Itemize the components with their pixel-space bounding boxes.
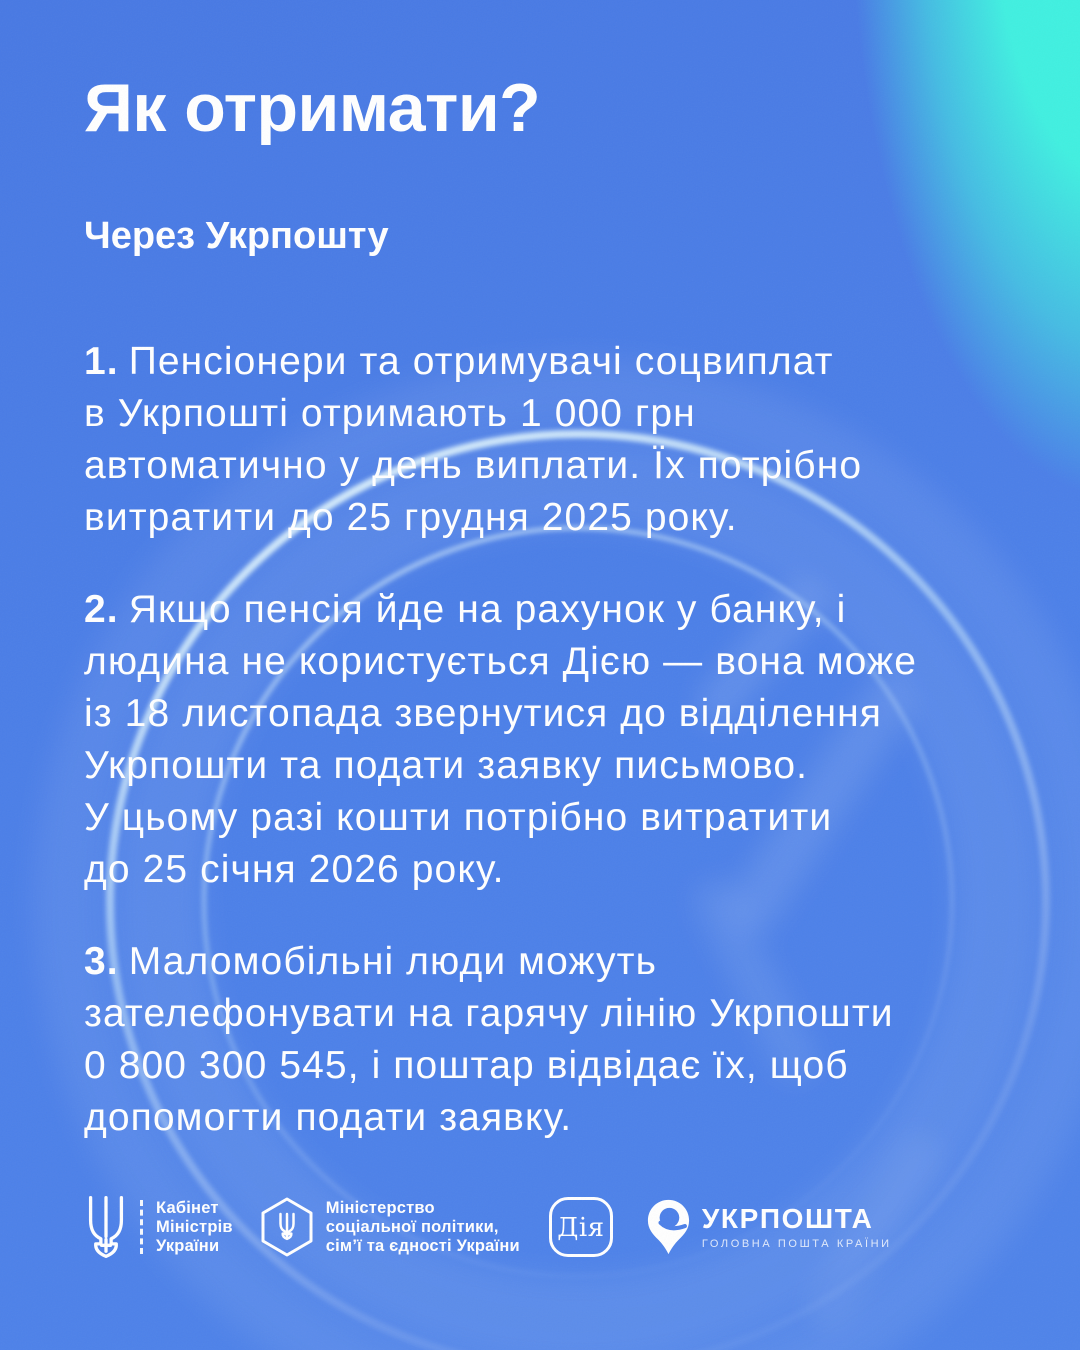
- paragraph-3-line-3: 0 800 300 545, і поштар відвідає їх, щоб: [84, 1044, 849, 1087]
- paragraph-1-line-3: автоматично у день виплати. Їх потрібно: [84, 444, 863, 487]
- paragraph-2-line-6: до 25 січня 2026 року.: [84, 848, 505, 891]
- diia-label: Дія: [557, 1213, 605, 1243]
- paragraph-3-line-2: зателефонувати на гарячу лінію Укрпошти: [84, 992, 894, 1035]
- cabinet-label: [156, 1199, 233, 1256]
- paragraph-1-line-2: в Укрпошті отримають 1 000 грн: [84, 392, 696, 435]
- ministry-label-line-1: Міністерство: [325, 1198, 435, 1217]
- ministry-label-line-3: сім’ї та єдності України: [325, 1236, 520, 1255]
- paragraph-3-line-1: [84, 936, 1044, 988]
- ukrposhta-name: УКРПОШТА: [701, 1202, 874, 1234]
- page-title: Як отримати?: [84, 70, 541, 146]
- paragraph-2-line-3: із 18 листопада звернутися до відділення: [84, 692, 883, 735]
- paragraph-3-number: 3.: [84, 940, 119, 983]
- ukrposhta-tagline: ГОЛОВНА ПОШТА КРАЇНИ: [701, 1237, 892, 1250]
- ministry-label-line-2: соціальної політики,: [325, 1217, 499, 1236]
- hexagon-tryzub-icon: [261, 1197, 313, 1257]
- paragraph-1-line-4: витратити до 25 грудня 2025 року.: [84, 496, 738, 539]
- paragraph-2-number: 2.: [84, 588, 119, 631]
- ukrposhta-wordmark: [701, 1202, 892, 1250]
- paragraph-2-line-1: [84, 584, 1044, 636]
- map-pin-icon: [646, 1198, 691, 1256]
- ukrposhta-logo: [646, 1198, 892, 1256]
- tryzub-icon: [84, 1194, 128, 1260]
- paragraph-2-line-5: У цьому разі кошти потрібно витратити: [84, 796, 833, 839]
- paragraph-1-line-1: [84, 336, 1044, 388]
- cabinet-label-line-3: України: [156, 1236, 220, 1255]
- cabinet-of-ministers-logo: [84, 1194, 233, 1260]
- diia-logo: [549, 1197, 613, 1257]
- paragraph-2-line-2: людина не користується Дією — вона може: [84, 640, 917, 683]
- paragraph-3-line-4: допомогти подати заявку.: [84, 1096, 573, 1139]
- cabinet-label-line-1: Кабінет: [156, 1198, 219, 1217]
- paragraph-2-text: Якщо пенсія йде на рахунок у банку, і: [128, 588, 847, 631]
- paragraph-1-number: 1.: [84, 340, 119, 383]
- paragraph-1: [84, 336, 1044, 544]
- paragraph-2-line-4: Укрпошти та подати заявку письмово.: [84, 744, 809, 787]
- logo-separator: [140, 1200, 143, 1254]
- page-subtitle: Через Укрпошту: [84, 215, 389, 257]
- ministry-of-social-policy-logo: [261, 1197, 520, 1257]
- paragraph-3-text: Маломобільні люди можуть: [128, 940, 658, 983]
- paragraph-2: [84, 584, 1044, 896]
- footer-logos: [84, 1194, 1040, 1260]
- body-text: [84, 336, 1044, 1184]
- ministry-label: [326, 1199, 520, 1256]
- cabinet-label-line-2: Міністрів: [156, 1217, 233, 1236]
- paragraph-1-text: Пенсіонери та отримувачі соцвиплат: [128, 340, 834, 383]
- paragraph-3: [84, 936, 1044, 1144]
